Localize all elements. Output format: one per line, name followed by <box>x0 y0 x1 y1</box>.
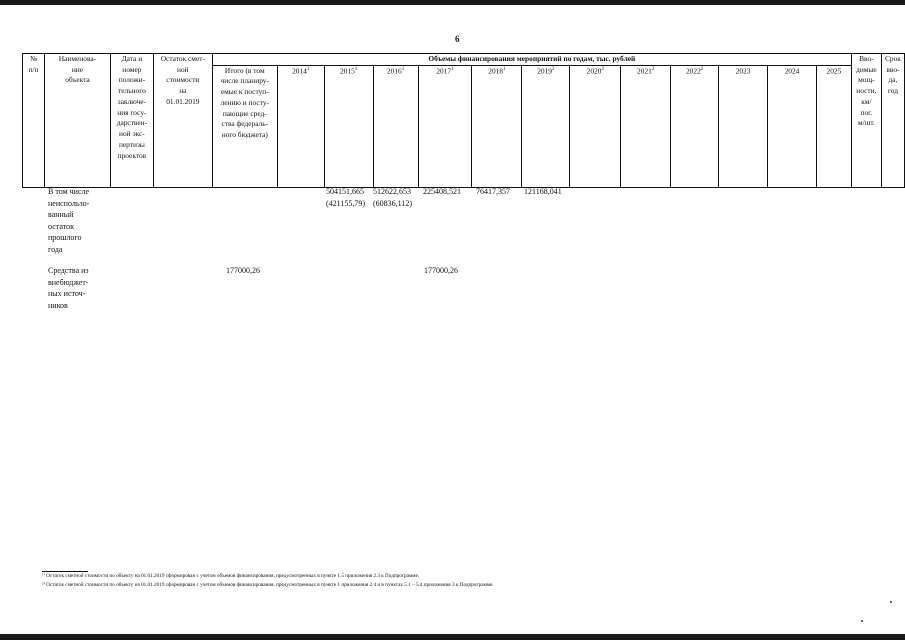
col-header-year: 2018$^1$ <box>472 65 522 187</box>
col-header-year: 2014$^1$ <box>277 65 324 187</box>
col-header-year: 2023 <box>719 65 768 187</box>
col-header-balance: Остаток смет- ной стоимости на 01.01.2019 <box>153 54 212 188</box>
col-header-year: 2024 <box>768 65 817 187</box>
col-header-year: 2020$^2$ <box>570 65 621 187</box>
financing-table-header <box>22 53 905 188</box>
col-header-year: 2022$^2$ <box>671 65 719 187</box>
page-number: 6 <box>455 34 460 44</box>
scan-top-edge <box>0 0 905 5</box>
scan-speck <box>861 620 863 622</box>
col-header-number: № п/п <box>23 54 45 188</box>
col-header-financing-volumes: Объемы финансирования мероприятий по годам, тыс. рублей <box>212 54 851 66</box>
row-unused-balance-2019: 121168,041 <box>524 187 562 196</box>
col-header-object-name: Наименова- ние объекта <box>44 54 110 188</box>
row-extrabudget-total: 177000,26 <box>226 266 260 275</box>
row-unused-balance-2017: 225408,521 <box>423 187 461 196</box>
col-header-capacity: Вво- димые мощ- ности, км/ пог. м/шт. <box>851 54 881 188</box>
footnote-1: ¹⁾ Остаток сметной стоимости по объекту на 01.01.2019 сформирован с учетом объемов финансирования, предусмотренных в пункте 1.5 приложения 2.3 к Подпрограмме. <box>42 573 420 579</box>
col-header-total: Итого (в том числе планиру- емые к поступ- лению и посту- пающие сред- ства федераль- ного бюджета) <box>212 65 277 187</box>
row-unused-balance-2016: 512622,653 (60836,112) <box>373 187 413 208</box>
row-unused-balance-2015: 504151,665 (421155,79) <box>326 187 366 208</box>
footnote-divider <box>42 571 88 572</box>
col-header-year: 2015$^1$ <box>324 65 373 187</box>
col-header-term: Срок вво- да, год <box>881 54 904 188</box>
col-header-year: 2019$^2$ <box>522 65 570 187</box>
col-header-year: 2025 <box>816 65 851 187</box>
row-unused-balance-name: В том числе неиспользо- ванный остаток прошлого года <box>48 187 90 254</box>
footnote-2: ²⁾ Остаток сметной стоимости по объекту на 01.01.2019 сформирован с учетом объемов финансирования, предусмотренных в пункте 1 приложения 2.4 и в пунктах 5.1 – 5.4 приложения 3 к Подпрограмме. <box>42 582 494 588</box>
row-extrabudget-2017: 177000,26 <box>424 266 458 275</box>
row-unused-balance-2018: 76417,357 <box>476 187 510 196</box>
col-header-expertise-date: Дата и номер положи- тельного заключе- ния госу- дарствен- ной экс- пертизы проектов <box>110 54 153 188</box>
scan-speck <box>890 601 892 603</box>
col-header-year: 2021$^2$ <box>621 65 671 187</box>
row-extrabudget-name: Средства из внебюджет- ных источ- ников <box>48 266 89 310</box>
col-header-year: 2017$^1$ <box>418 65 472 187</box>
scan-bottom-edge <box>0 634 905 640</box>
col-header-year: 2016$^1$ <box>373 65 418 187</box>
